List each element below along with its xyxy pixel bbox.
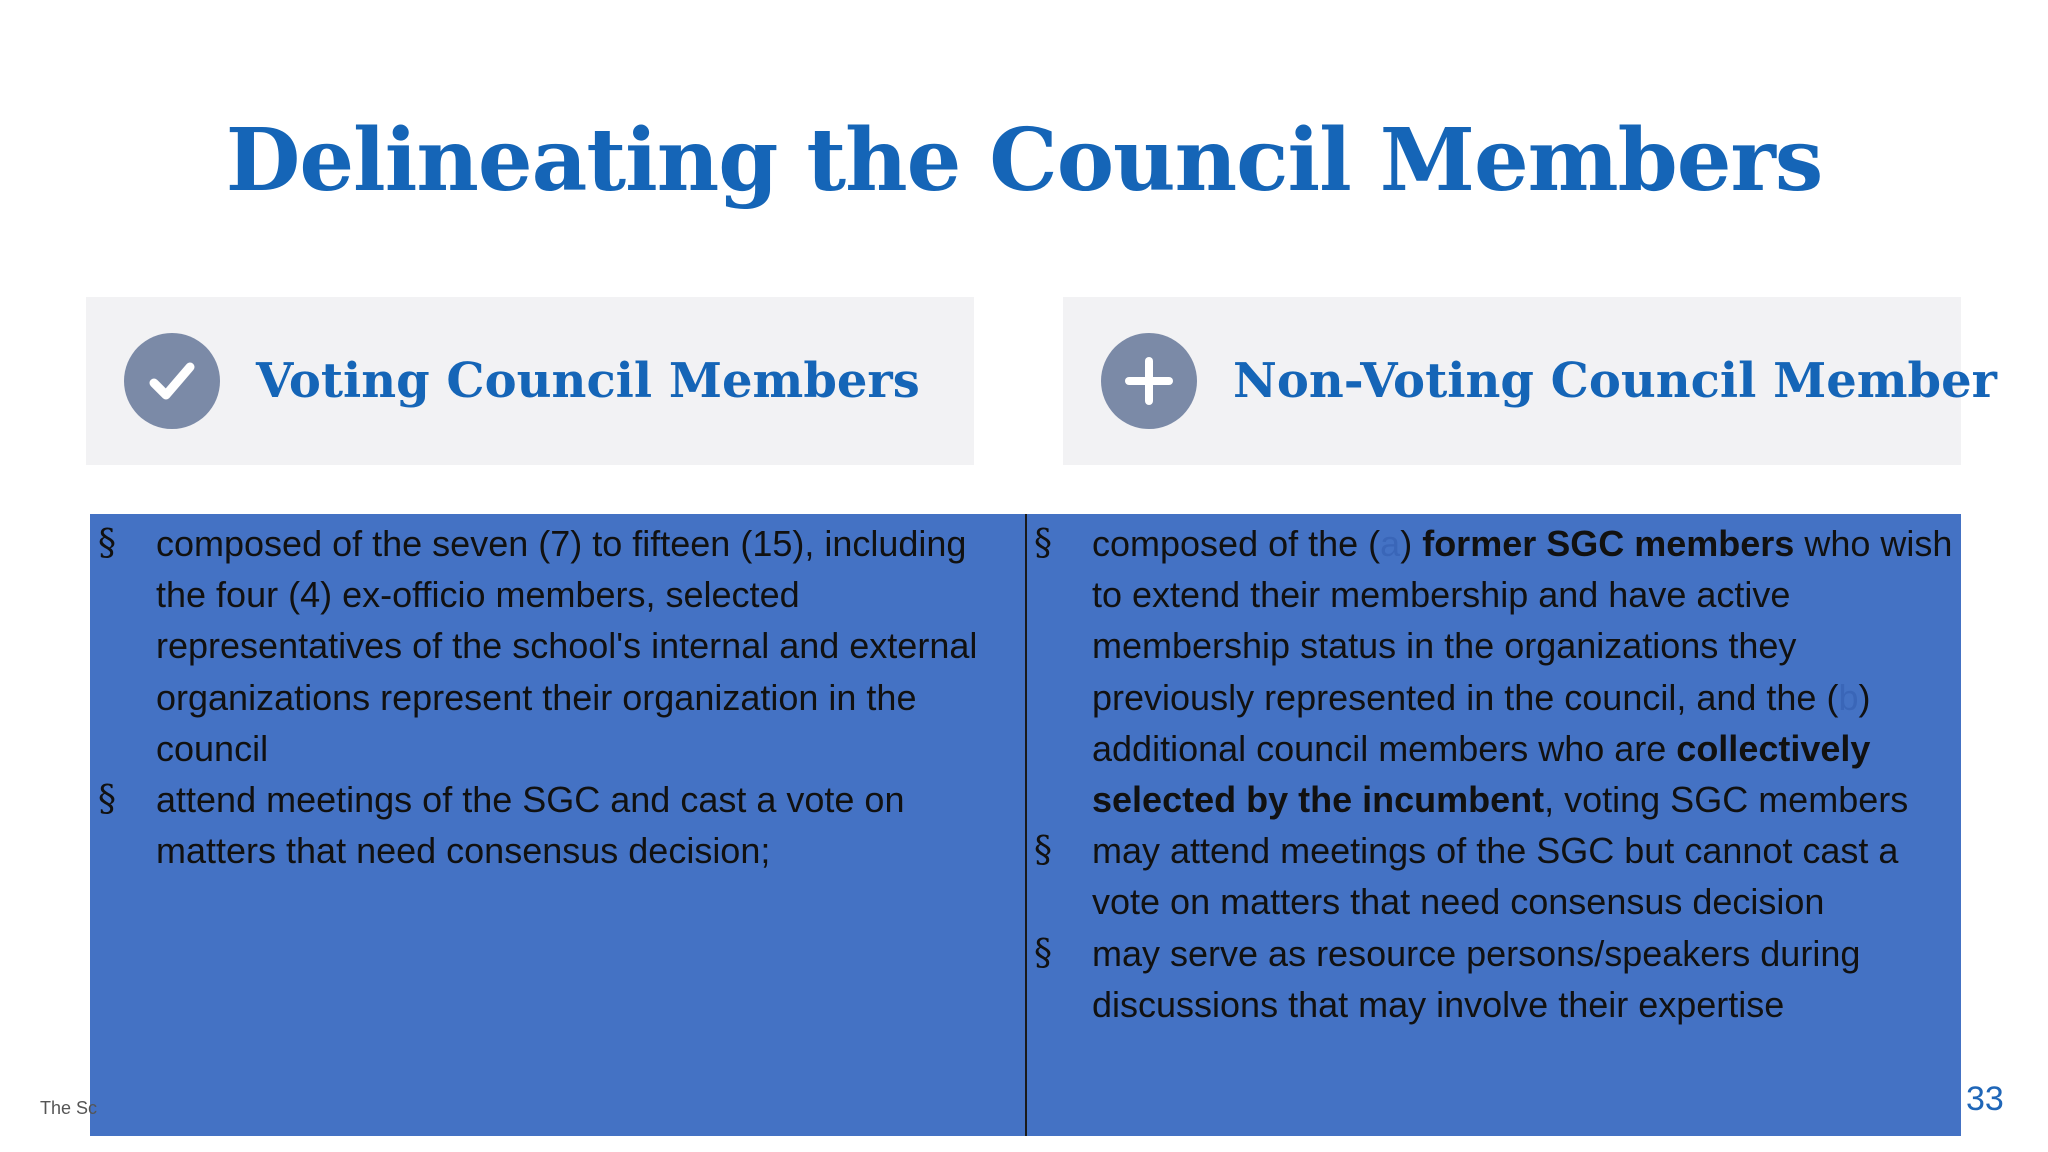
list-item: [1034, 518, 1954, 825]
letter-b-marker: b: [1838, 676, 1859, 718]
list-item-text: composed of the (: [1092, 523, 1381, 564]
non-voting-member-header: [1063, 297, 1997, 465]
section-bullet-icon: §: [98, 779, 116, 821]
checkmark-circle-icon: [124, 333, 220, 429]
list-item: [1034, 825, 1954, 927]
list-item: [1034, 928, 1954, 1030]
footer-text: The Sc: [40, 1098, 98, 1118]
bold-text: collectively selected by the incumbent: [1092, 727, 1871, 821]
section-bullet-icon: §: [98, 523, 116, 564]
slide-title: Delineating the Council Members: [225, 110, 1823, 211]
list-item-text: ): [1400, 523, 1423, 564]
bold-text: former SGC members: [1422, 523, 1795, 564]
section-bullet-icon: §: [1034, 830, 1052, 872]
column-divider: [1025, 514, 1027, 1136]
voting-members-header: [86, 297, 974, 465]
section-bullet-icon: §: [1034, 523, 1052, 564]
list-item-text: may serve as resource persons/speakers during discussions that may involve their expertise: [1092, 932, 1861, 1025]
list-item: [98, 518, 998, 774]
list-item-text: may attend meetings of the SGC but cannot cast a vote on matters that need consensus decision: [1092, 830, 1899, 923]
voting-members-label: Voting Council Members: [256, 353, 920, 409]
list-item-text: , voting SGC members: [1544, 779, 1909, 821]
list-item-text: ) additional council members who are: [1092, 676, 1871, 769]
plus-circle-icon: [1101, 333, 1197, 429]
list-item-text: composed of the seven (7) to fifteen (15), including the four (4) ex-officio members, selected representatives of the school's internal and external organizations represent their organization in the council: [156, 523, 978, 769]
non-voting-members-list: [1034, 518, 1954, 1030]
list-item-text: attend meetings of the SGC and cast a vote on matters that need consensus decision;: [156, 779, 905, 872]
voting-members-list: [98, 518, 998, 876]
letter-a-marker: a: [1380, 523, 1401, 564]
non-voting-member-label: Non-Voting Council Member: [1233, 353, 1997, 409]
list-item-text: who wish to extend their membership and have active membership status in the organizations they previously represented in the council, and the (: [1092, 523, 1953, 718]
section-bullet-icon: §: [1034, 932, 1052, 974]
page-number: 33: [1966, 1080, 2004, 1118]
list-item: [98, 774, 998, 876]
